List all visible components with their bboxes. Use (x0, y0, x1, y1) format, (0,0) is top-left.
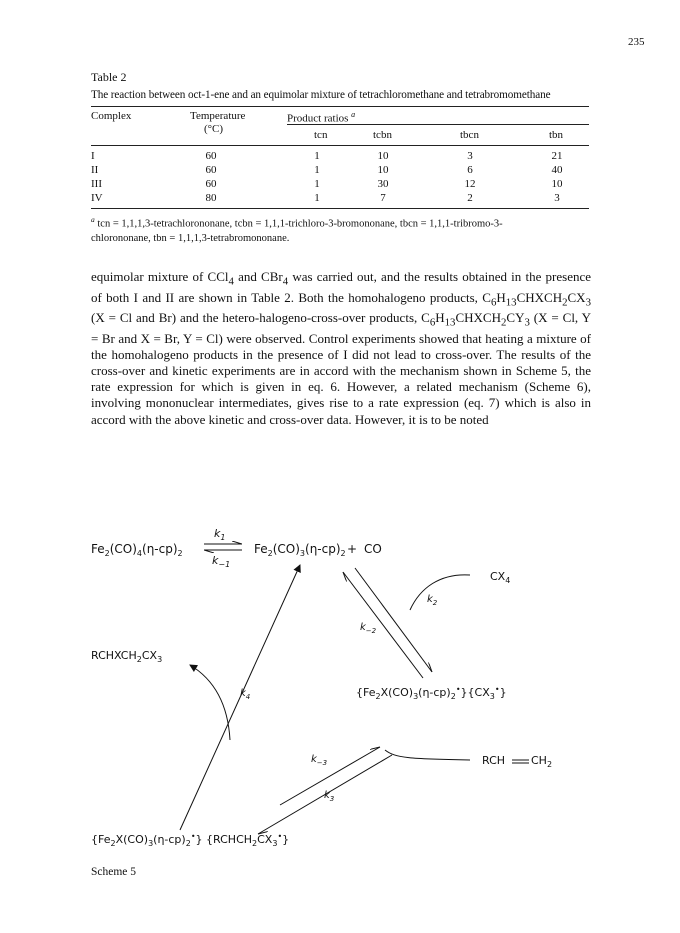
subheader-tcbn: tcbn (373, 129, 392, 141)
scheme-5-diagram (0, 500, 680, 865)
alkene-incoming-line (385, 750, 470, 760)
table-cell-tbcn: 6 (467, 164, 473, 176)
co-product: CO (364, 542, 382, 556)
rate-constant-k1: $k_1$ (214, 527, 226, 542)
table-header-rule (91, 145, 589, 146)
rate-constant-k2: $k_2$ (427, 594, 438, 607)
rate-constant-k3: $k_3$ (324, 790, 335, 803)
footnote-line-2: chlorononane, tbn = 1,1,1,3-tetrabromononane. (91, 232, 290, 244)
rate-constant-k-1: $k_{-1}$ (212, 554, 231, 569)
table-cell-complex: III (91, 178, 102, 190)
table-cell-tbn: 21 (551, 150, 563, 162)
scheme-label: Scheme 5 (91, 866, 137, 878)
product-rchxch2cx3: $RCHXCH_2CX_3$ (91, 649, 163, 664)
table-cell-tcbn: 10 (377, 150, 389, 162)
table-top-rule (91, 106, 589, 107)
table-cell-tbn: 40 (551, 164, 563, 176)
table-cell-tcbn: 30 (377, 178, 389, 190)
reagent-alkene-ch2: $CH_2$ (531, 754, 553, 769)
table-label: Table 2 (91, 70, 127, 84)
radical-pair-2: $\{Fe_2X(CO)_3(\eta-cp)_2^•\}$ $\{RCHCH_2CX_3^•\}$ (91, 832, 290, 848)
header-temperature-unit: (°C) (204, 123, 224, 135)
plus-sign: + (347, 542, 358, 556)
table-cell-tbn: 3 (554, 192, 560, 204)
rate-constant-k-3: $k_{-3}$ (311, 754, 328, 767)
table-cell-complex: IV (91, 192, 103, 204)
table-cell-temp: 60 (205, 178, 217, 190)
header-product-ratios-text: Product ratios (287, 112, 349, 125)
product-ratios-rule (287, 124, 589, 125)
radical-pair-1: $\{Fe_2X(CO)_3(\eta-cp)_2^•\}\{CX_3^•\}$ (356, 685, 507, 701)
k2-arrow (355, 568, 432, 672)
table-cell-tcn: 1 (314, 178, 320, 190)
header-footnote-mark: a (351, 110, 356, 119)
footnote-mark: a (91, 215, 95, 224)
table-cell-tcn: 1 (314, 192, 320, 204)
table-cell-tbn: 10 (551, 178, 563, 190)
table-cell-tbcn: 3 (467, 150, 473, 162)
table-cell-complex: II (91, 164, 99, 176)
rate-constant-k4: $k_4$ (240, 688, 251, 701)
body-paragraph: equimolar mixture of CCl$_4$ and CBr$_4$ was carried out, and the results obtained in the presence of both I and II are shown in Table 2. Both the homohalogeno products, $C_6H_{13}CHXCH_2CX_3$ (X = Cl and Br) and the hetero-halogeno-cross-over products, $C_6H_{13}CHXCH_2CY_3$ (X = Cl, Y = Br and X = Br, Y = Cl) were observed. Control experiments showed that heating a mixture of the homohalogeno products in the presence of I did not lead to cross-over. The results of the cross-over and kinetic experiments are in accord with the mechanism shown in Scheme 5, the rate expression for which is given in eq. 6. However, a related mechanism (Scheme 6), involving mononuclear intermediates, gives rise to a rate expression (eq. 7) which is also in accord with the above kinetic and cross-over data. However, it is to be noted (91, 269, 591, 427)
table-cell-tcn: 1 (314, 150, 320, 162)
k-2-arrow (343, 572, 423, 678)
table-caption: The reaction between oct-1-ene and an equimolar mixture of tetrachloromethane and tetrabromomethane (91, 89, 551, 101)
header-product-ratios (287, 110, 355, 125)
subheader-tbcn: tbcn (460, 129, 479, 141)
table-cell-tbcn: 2 (467, 192, 473, 204)
footnote-line-1: tcn = 1,1,1,3-tetrachlorononane, tcbn = 1,1,1-trichloro-3-bromononane, tbcn = 1,1,1-tribromo-3- (97, 218, 503, 230)
table-cell-temp: 60 (205, 150, 217, 162)
reagent-alkene: RCH (482, 754, 506, 767)
page-number: 235 (628, 36, 645, 48)
subheader-tbn: tbn (549, 129, 564, 141)
cx4-incoming-curve (410, 575, 470, 610)
reagent-cx4: $CX_4$ (490, 570, 511, 585)
table-cell-temp: 60 (205, 164, 217, 176)
table-cell-tcn: 1 (314, 164, 320, 176)
table-cell-tcbn: 7 (380, 192, 386, 204)
subheader-tcn: tcn (314, 129, 328, 141)
table-cell-tcbn: 10 (377, 164, 389, 176)
table-cell-complex: I (91, 150, 95, 162)
header-complex: Complex (91, 110, 132, 122)
table-footnote (91, 213, 591, 246)
product-release-arrow (190, 665, 230, 740)
table-cell-tbcn: 12 (464, 178, 476, 190)
table-bottom-rule (91, 208, 589, 209)
rate-constant-k-2: $k_{-2}$ (360, 622, 377, 635)
header-temperature: Temperature (190, 110, 246, 122)
product-complex: $Fe_2(CO)_3(\eta-cp)_2$ (254, 542, 346, 558)
reactant-complex: $Fe_2(CO)_4(\eta-cp)_2$ (91, 542, 183, 558)
table-cell-temp: 80 (205, 192, 217, 204)
